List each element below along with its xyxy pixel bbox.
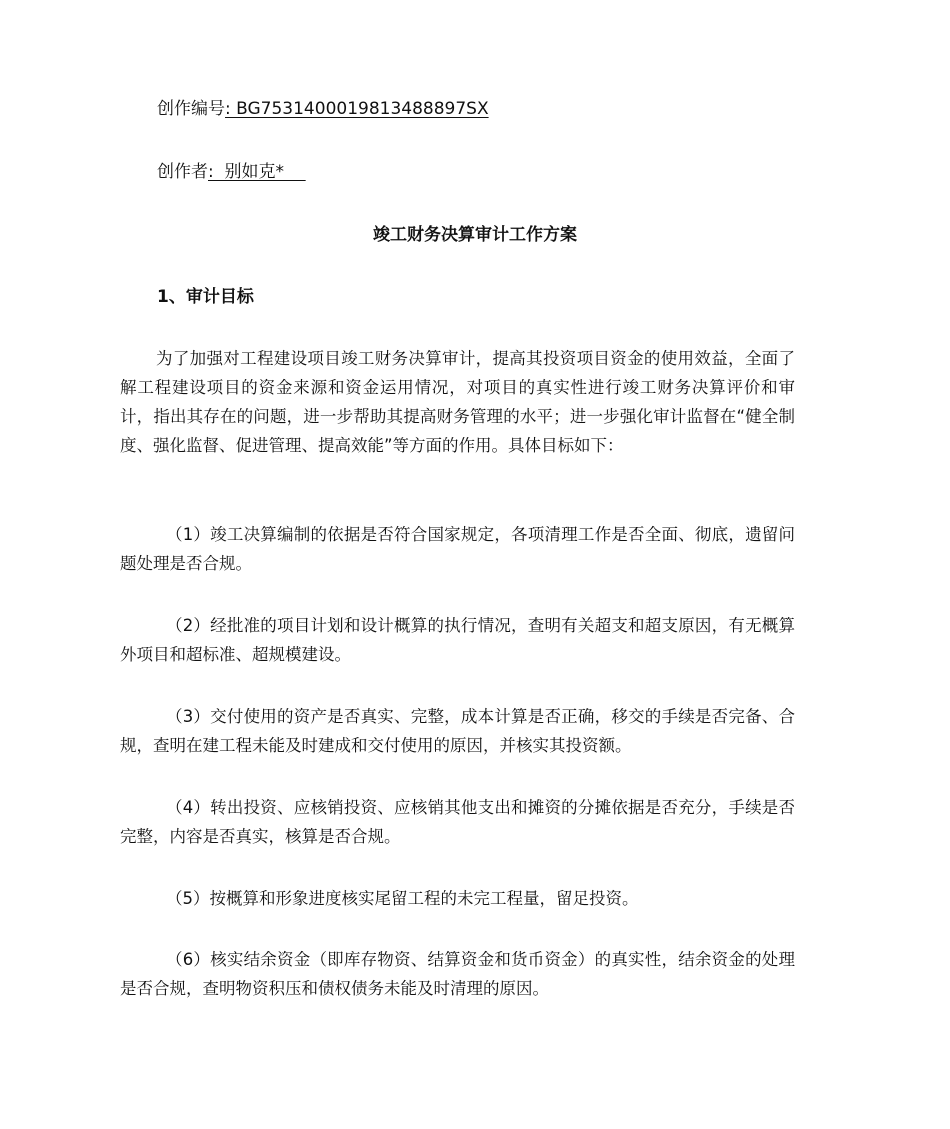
creation-code-line — [157, 98, 489, 120]
author-line — [157, 161, 306, 183]
author-label: 创作者 — [157, 162, 208, 182]
objective-item-1: （1）竣工决算编制的依据是否符合国家规定，各项清理工作是否全面、彻底，遗留问题处理是否合规。 — [120, 525, 795, 573]
objective-item-2: （2）经批准的项目计划和设计概算的执行情况，查明有关超支和超支原因，有无概算外项目和超标准、超规模建设。 — [120, 616, 795, 664]
objective-item-5: （5）按概算和形象进度核实尾留工程的未完工程量，留足投资。 — [166, 889, 639, 908]
creation-code-label: 创作编号 — [157, 99, 225, 119]
document-title: 竣工财务决算审计工作方案 — [373, 225, 577, 245]
author-value: : 别如克* — [208, 162, 306, 182]
creation-code-value: : BG7531400019813488897SX — [225, 99, 489, 119]
objective-item-3: （3）交付使用的资产是否真实、完整，成本计算是否正确，移交的手续是否完备、合规，查明在建工程未能及时建成和交付使用的原因，并核实其投资额。 — [120, 707, 795, 755]
intro-paragraph: 为了加强对工程建设项目竣工财务决算审计，提高其投资项目资金的使用效益，全面了解工程建设项目的资金来源和资金运用情况，对项目的真实性进行竣工财务决算评价和审计，指出其存在的问题，进一步帮助其提高财务管理的水平；进一步强化审计监督在“健全制度、强化监督、促进管理、提高效能”等方面的作用。具体目标如下： — [120, 349, 795, 455]
objective-item-4: （4）转出投资、应核销投资、应核销其他支出和摊资的分摊依据是否充分，手续是否完整，内容是否真实，核算是否合规。 — [120, 798, 795, 846]
section-heading: 1、审计目标 — [157, 287, 254, 307]
objective-item-6: （6）核实结余资金（即库存物资、结算资金和货币资金）的真实性，结余资金的处理是否合规，查明物资积压和债权债务未能及时清理的原因。 — [120, 950, 795, 998]
